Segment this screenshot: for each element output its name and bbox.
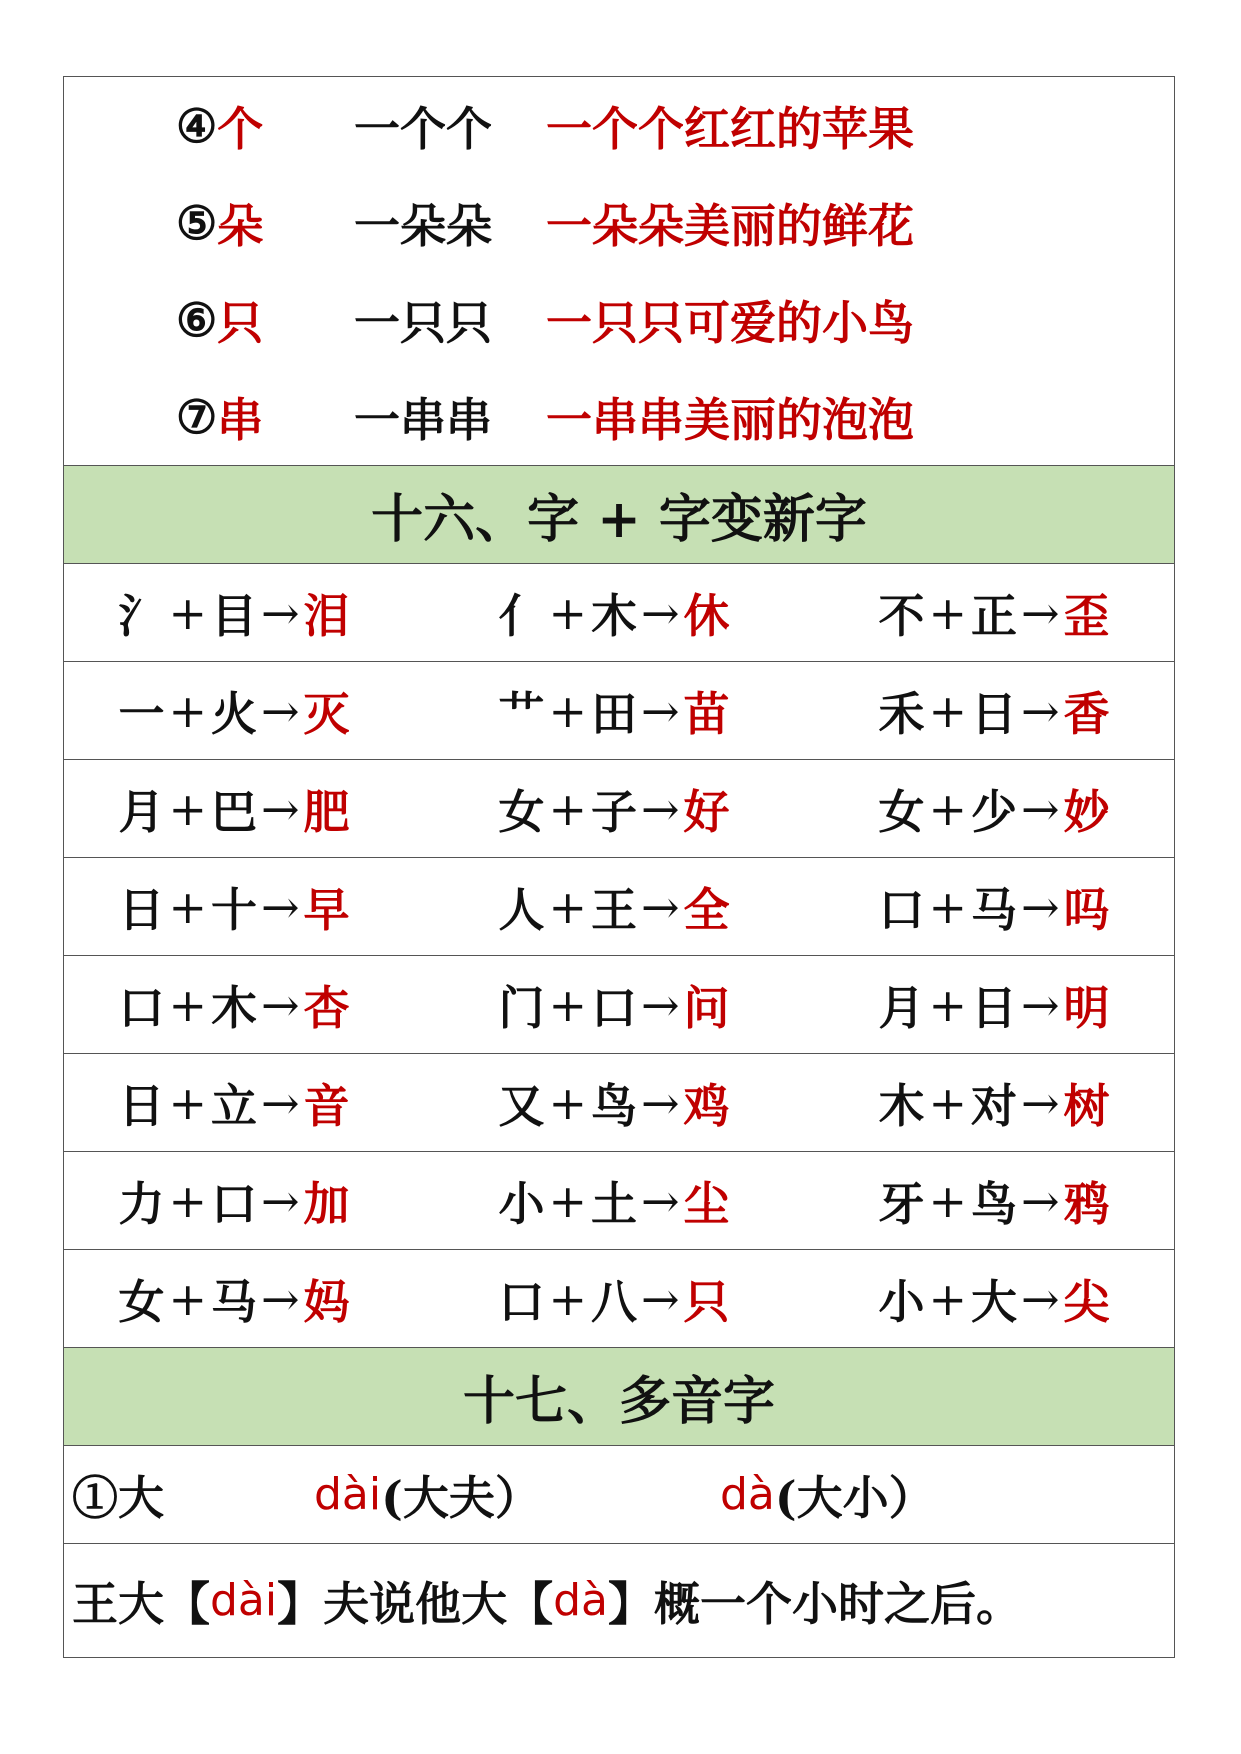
arrow-sign: →: [1021, 1271, 1060, 1326]
plus-sign: +: [548, 879, 587, 934]
arrow-sign: →: [261, 879, 300, 934]
component-b: 少: [971, 784, 1017, 839]
plus-sign: +: [548, 683, 587, 738]
measure-repeat: 一朵朵: [354, 198, 492, 253]
plus-sign: +: [548, 585, 587, 640]
section-16-header: 十六、字 + 字变新字: [64, 465, 1174, 563]
component-b: 八: [591, 1274, 637, 1329]
plus-sign: +: [928, 1271, 967, 1326]
measure-phrase: 一朵朵美丽的鲜花: [546, 198, 914, 253]
combination-cell: [844, 956, 1144, 1053]
combination-cell: [844, 1054, 1144, 1151]
result-char: 妈: [303, 1274, 350, 1329]
component-a: 口: [498, 1274, 545, 1329]
plus-sign: +: [928, 585, 967, 640]
component-b: 对: [971, 1078, 1017, 1133]
result-char: 休: [683, 588, 730, 643]
combination-row: [64, 661, 1174, 759]
plus-sign: +: [168, 1173, 207, 1228]
component-a: 女: [118, 1274, 165, 1329]
measure-char: 只: [217, 295, 264, 350]
plus-sign: +: [548, 781, 587, 836]
component-b: 鸟: [971, 1176, 1017, 1231]
component-a: 力: [118, 1176, 165, 1231]
component-b: 子: [591, 784, 637, 839]
component-b: 木: [591, 588, 637, 643]
result-char: 鸦: [1063, 1176, 1110, 1231]
plus-sign: +: [928, 879, 967, 934]
sentence-part: 王大【: [72, 1576, 210, 1631]
combination-cell: [844, 1250, 1144, 1347]
component-b: 马: [971, 882, 1017, 937]
plus-sign: +: [928, 977, 967, 1032]
pinyin: dài: [314, 1469, 382, 1520]
component-b: 日: [971, 686, 1017, 741]
result-char: 早: [303, 882, 350, 937]
arrow-sign: →: [641, 683, 680, 738]
item-number: ⑦: [176, 389, 218, 444]
measure-phrase: 一串串美丽的泡泡: [546, 392, 914, 447]
component-b: 正: [971, 588, 1017, 643]
arrow-sign: →: [1021, 879, 1060, 934]
result-char: 树: [1063, 1078, 1110, 1133]
combination-row: [64, 1151, 1174, 1249]
measure-repeat: 一个个: [354, 101, 492, 156]
result-char: 泪: [303, 588, 350, 643]
result-char: 只: [683, 1274, 730, 1329]
component-b: 日: [971, 980, 1017, 1035]
plus-sign: +: [928, 1075, 967, 1130]
combination-cell: [84, 1054, 384, 1151]
component-a: 门: [498, 980, 545, 1035]
polyphone-sentence-row: [64, 1543, 1174, 1657]
combination-row: [64, 1249, 1174, 1347]
component-b: 土: [591, 1176, 637, 1231]
plus-sign: +: [548, 1271, 587, 1326]
arrow-sign: →: [641, 1271, 680, 1326]
combination-cell: [844, 662, 1144, 759]
component-b: 立: [211, 1078, 257, 1133]
plus-sign: +: [928, 781, 967, 836]
component-b: 王: [591, 882, 637, 937]
component-b: 木: [211, 980, 257, 1035]
combination-cell: [844, 760, 1144, 857]
measure-row: [64, 174, 1174, 271]
item-number: ④: [176, 98, 218, 153]
plus-sign: +: [168, 977, 207, 1032]
arrow-sign: →: [261, 781, 300, 836]
arrow-sign: →: [261, 977, 300, 1032]
component-a: 日: [118, 1078, 165, 1133]
result-char: 鸡: [683, 1078, 730, 1133]
item-number: ⑤: [176, 195, 218, 250]
measure-row: [64, 271, 1174, 368]
result-char: 香: [1063, 686, 1110, 741]
combination-row: [64, 563, 1174, 661]
component-b: 十: [211, 882, 257, 937]
arrow-sign: →: [641, 1075, 680, 1130]
combination-cell: [844, 1152, 1144, 1249]
arrow-sign: →: [1021, 781, 1060, 836]
component-a: 月: [118, 784, 165, 839]
component-a: 不: [878, 588, 925, 643]
combination-cell: [84, 564, 384, 661]
combination-cell: [844, 858, 1144, 955]
measure-char: 串: [217, 392, 264, 447]
component-a: 女: [498, 784, 545, 839]
example-word: (大夫）: [381, 1470, 541, 1525]
item-number: ⑥: [176, 292, 218, 347]
combination-cell: [844, 564, 1144, 661]
arrow-sign: →: [1021, 1173, 1060, 1228]
arrow-sign: →: [261, 1075, 300, 1130]
result-char: 问: [683, 980, 730, 1035]
combination-cell: [84, 760, 384, 857]
component-b: 大: [971, 1274, 1017, 1329]
result-char: 肥: [303, 784, 350, 839]
plus-sign: +: [928, 683, 967, 738]
plus-sign: +: [168, 1271, 207, 1326]
result-char: 加: [303, 1176, 350, 1231]
arrow-sign: →: [641, 879, 680, 934]
component-a: 人: [498, 882, 545, 937]
arrow-sign: →: [641, 977, 680, 1032]
combination-cell: [464, 564, 764, 661]
component-a: 禾: [878, 686, 925, 741]
component-b: 火: [211, 686, 257, 741]
pinyin: dà: [720, 1469, 775, 1520]
measure-row: [64, 368, 1174, 465]
combination-cell: [464, 1250, 764, 1347]
component-a: 木: [878, 1078, 925, 1133]
component-b: 田: [591, 686, 637, 741]
example-sentence: [72, 1544, 1022, 1657]
component-a: 氵: [118, 588, 165, 643]
result-char: 明: [1063, 980, 1110, 1035]
pinyin: dài: [210, 1575, 278, 1626]
worksheet-table: [63, 76, 1175, 1658]
result-char: 好: [683, 784, 730, 839]
result-char: 苗: [683, 686, 730, 741]
result-char: 尘: [683, 1176, 730, 1231]
component-b: 马: [211, 1274, 257, 1329]
measure-phrase: 一只只可爱的小鸟: [546, 295, 914, 350]
arrow-sign: →: [1021, 585, 1060, 640]
component-a: 又: [498, 1078, 545, 1133]
component-a: 口: [118, 980, 165, 1035]
combination-cell: [464, 1152, 764, 1249]
combination-cell: [464, 662, 764, 759]
example-word: (大小）: [774, 1470, 935, 1525]
combination-cell: [84, 1250, 384, 1347]
measure-words-block: [64, 77, 1174, 465]
plus-sign: +: [168, 683, 207, 738]
measure-repeat: 一只只: [354, 295, 492, 350]
component-a: 月: [878, 980, 925, 1035]
component-a: 亻: [498, 588, 545, 643]
polyphone-reading-2: [720, 1446, 935, 1543]
plus-sign: +: [168, 585, 207, 640]
arrow-sign: →: [261, 683, 300, 738]
component-a: 一: [118, 686, 165, 741]
combination-row: [64, 1053, 1174, 1151]
result-char: 尖: [1063, 1274, 1110, 1329]
polyphone-entry-row: [64, 1445, 1174, 1543]
component-a: 牙: [878, 1176, 925, 1231]
arrow-sign: →: [641, 781, 680, 836]
result-char: 灭: [303, 686, 350, 741]
combination-cell: [84, 662, 384, 759]
plus-sign: +: [168, 879, 207, 934]
combination-cell: [84, 858, 384, 955]
arrow-sign: →: [261, 585, 300, 640]
component-b: 鸟: [591, 1078, 637, 1133]
component-a: 小: [878, 1274, 925, 1329]
arrow-sign: →: [641, 1173, 680, 1228]
measure-char: 个: [217, 101, 264, 156]
sentence-part: 】概一个小时之后。: [608, 1576, 1023, 1631]
component-b: 口: [211, 1176, 257, 1231]
combination-cell: [84, 1152, 384, 1249]
component-a: 艹: [498, 686, 545, 741]
combination-row: [64, 857, 1174, 955]
component-a: 女: [878, 784, 925, 839]
measure-char: 朵: [217, 198, 264, 253]
component-b: 巴: [211, 784, 257, 839]
arrow-sign: →: [1021, 1075, 1060, 1130]
plus-sign: +: [928, 1173, 967, 1228]
arrow-sign: →: [1021, 977, 1060, 1032]
component-a: 小: [498, 1176, 545, 1231]
arrow-sign: →: [261, 1173, 300, 1228]
arrow-sign: →: [261, 1271, 300, 1326]
result-char: 全: [683, 882, 730, 937]
plus-sign: +: [168, 1075, 207, 1130]
combination-cell: [464, 956, 764, 1053]
section-17-header: 十七、多音字: [64, 1347, 1174, 1445]
polyphone-reading-1: [314, 1446, 541, 1543]
result-char: 杏: [303, 980, 350, 1035]
plus-sign: +: [548, 977, 587, 1032]
component-a: 口: [878, 882, 925, 937]
arrow-sign: →: [641, 585, 680, 640]
combination-row: [64, 955, 1174, 1053]
polyphone-label: ①大: [72, 1470, 164, 1525]
plus-sign: +: [168, 781, 207, 836]
result-char: 音: [303, 1078, 350, 1133]
result-char: 吗: [1063, 882, 1110, 937]
arrow-sign: →: [1021, 683, 1060, 738]
pinyin: dà: [553, 1575, 609, 1626]
component-b: 目: [211, 588, 257, 643]
measure-row: [64, 77, 1174, 174]
combination-cell: [464, 760, 764, 857]
sentence-part: 】夫说他大【: [277, 1576, 554, 1631]
result-char: 歪: [1063, 588, 1110, 643]
plus-sign: +: [548, 1075, 587, 1130]
plus-sign: +: [548, 1173, 587, 1228]
component-a: 日: [118, 882, 165, 937]
measure-phrase: 一个个红红的苹果: [546, 101, 914, 156]
combination-cell: [464, 858, 764, 955]
combination-cell: [464, 1054, 764, 1151]
combination-cell: [84, 956, 384, 1053]
measure-repeat: 一串串: [354, 392, 492, 447]
combination-row: [64, 759, 1174, 857]
result-char: 妙: [1063, 784, 1110, 839]
component-b: 口: [591, 980, 637, 1035]
